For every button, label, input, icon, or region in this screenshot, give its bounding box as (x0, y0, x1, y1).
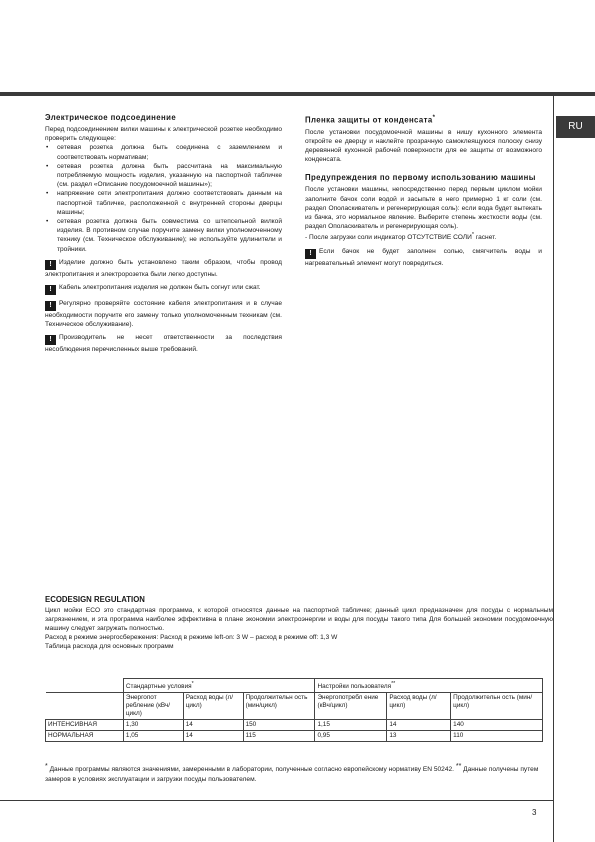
list-item: • напряжение сети электропитания должно соответствовать данным на паспортной табличке, расположенной с внутренней стороны дверцы машины; (45, 189, 282, 217)
column-header: Продолжительн ость (мин/цикл) (451, 693, 543, 720)
language-tab: RU (556, 116, 595, 138)
warning-text: Производитель не несет ответственности за последствия несоблюдения перечисленных выше требований. (45, 334, 282, 354)
footnote-mark: ** (455, 763, 462, 770)
table-corner-cell (46, 693, 124, 720)
warning-paragraph (45, 333, 282, 354)
salt-indicator-text-end: гаснет. (474, 234, 497, 242)
warning-paragraph (45, 258, 282, 279)
table-cell: 0,95 (315, 731, 387, 742)
left-column (45, 113, 282, 355)
warning-icon: ! (45, 260, 56, 270)
footnote-text: Данные получены путем замеров в условиях эксплуатации и загрузки посуды пользователем. (45, 766, 539, 784)
table-cell: 110 (451, 731, 543, 742)
condensate-heading-text: Пленка защиты от конденсата (305, 115, 433, 125)
table-corner-cell (46, 679, 124, 693)
footnote-text: Данные программы являются значениями, замеренными в лаборатории, полученные согласно европейскому нормативу EN 50242. (47, 766, 456, 774)
table-cell: 1,05 (123, 731, 183, 742)
ecodesign-consumption: Расход в режиме энергосбережения: Расход в режиме left-on: 3 W – расход в режиме off: 1,3 W (45, 634, 338, 641)
warning-paragraph (45, 299, 282, 329)
footnotes (45, 762, 553, 785)
footnote-mark: * (45, 763, 48, 770)
list-item: • сетевая розетка должна быть совместима со штепсельной вилкой изделия. В противном случае поручите замену вилки уполномоченному технику (см. Техническое обслуживание); не используйте удлинители и тройники. (45, 217, 282, 254)
electrical-checklist (45, 143, 282, 253)
table-row (46, 731, 543, 742)
electrical-intro: Перед подсоединением вилки машины к электрической розетке необходимо проверить следующее: (45, 126, 282, 143)
warning-paragraph (45, 283, 282, 295)
footnote-mark: ** (391, 681, 396, 687)
condensate-heading (305, 113, 542, 126)
list-item: • сетевая розетка должна быть рассчитана на максимальную потребляемую мощность изделия, указанную на паспортной табличке (см. раздел «Описание посудомоечной машины»); (45, 162, 282, 190)
table-cell: 150 (243, 720, 315, 731)
column-header: Расход воды (л/цикл) (387, 693, 451, 720)
first-use-text: После установки машины, непосредственно перед первым циклом мойки заполните бачок соли водой и засыпьте в него примерно 1 кг соли (см. раздел Ополаскиватель и регенерирующая соль): если вода будет вытекать из бачка, это нормальное явление. Выберите степень жесткости воды (см. раздел Ополаскиватель и регенерирующая соль). (305, 186, 542, 231)
column-header: Расход воды (л/цикл) (183, 693, 243, 720)
column-header: Энергопотребл ение (кВч/цикл) (315, 693, 387, 720)
warning-text: Если бачок не будет заполнен солью, смягчитель воды и нагревательный элемент могут повредиться. (305, 247, 542, 267)
ecodesign-paragraph: Цикл мойки ECO это стандартная программа, к которой относятся данные на паспортной табличке; данный цикл предназначен для посуды с нормальным загрязнением, и эта программа наиболее эффективна в плане экономии электроэнергии и воды для посуды такого типа Для большей экономии посудомоечную машину следует загружать полностью. (45, 607, 553, 632)
warning-text: Изделие должно быть установлено таким образом, чтобы провод электропитания и электророзетка были легко доступны. (45, 258, 282, 278)
salt-indicator-text: - После загрузки соли индикатор ОТСУТСТВИЕ СОЛИ (305, 234, 472, 242)
salt-indicator-note (305, 231, 542, 242)
right-margin-rule (553, 96, 554, 842)
footnote-mark: * (191, 681, 194, 687)
table-row (46, 720, 543, 731)
table-cell: 115 (243, 731, 315, 742)
first-use-heading: Предупреждения по первому использованию машины (305, 173, 536, 183)
warning-icon: ! (45, 335, 56, 345)
table-cell: 13 (387, 731, 451, 742)
footnote-mark: * (471, 232, 474, 239)
warning-icon: ! (305, 249, 316, 259)
group-label: Стандартные условия (125, 683, 192, 691)
column-header: Продолжительн ость (мин/цикл) (243, 693, 315, 720)
page-number: 3 (532, 808, 537, 817)
row-label: НОРМАЛЬНАЯ (46, 731, 124, 742)
table-cell: 14 (183, 731, 243, 742)
warning-icon: ! (45, 285, 56, 295)
condensate-text: После установки посудомоечной машины в нишу кухонного элемента откройте ее дверцу и наклейте прозрачную самоклеящуюся полоску снизу деревянной кухонной рабочей поверхности для ее защиты от возможного конденсата. (305, 128, 542, 164)
ecodesign-section (45, 595, 553, 651)
warning-text: Кабель электропитания изделия не должен быть согнут или сжат. (59, 284, 261, 292)
electrical-heading: Электрическое подсоединение (45, 113, 177, 122)
list-item: • сетевая розетка должна быть соединена с заземлением и соответствовать нормативам; (45, 143, 282, 161)
ecodesign-heading: ECODESIGN REGULATION (45, 595, 145, 604)
table-column-header (46, 693, 543, 720)
row-label: ИНТЕНСИВНАЯ (46, 720, 124, 731)
table-cell: 1,15 (315, 720, 387, 731)
consumption-table (45, 678, 543, 742)
right-column (305, 113, 542, 268)
table-group-header (46, 679, 543, 693)
table-group-standard (123, 679, 315, 693)
warning-paragraph (305, 247, 542, 268)
footnote-mark: * (432, 115, 436, 121)
warning-text: Регулярно проверяйте состояние кабеля электропитания и в случае необходимости поручите его замену только уполномоченным техникам (см. Техническое обслуживание). (45, 300, 282, 329)
group-label: Настройки пользователя (317, 683, 392, 691)
table-cell: 14 (387, 720, 451, 731)
ecodesign-table-caption: Таблица расхода для основных программ (45, 643, 174, 650)
table-cell: 1,30 (123, 720, 183, 731)
top-rule (0, 92, 595, 96)
warning-icon: ! (45, 301, 56, 311)
table-group-user (315, 679, 543, 693)
table-cell: 140 (451, 720, 543, 731)
table-cell: 14 (183, 720, 243, 731)
bottom-rule (0, 800, 553, 801)
column-header: Энергопот ребление (кВч/цикл) (123, 693, 183, 720)
